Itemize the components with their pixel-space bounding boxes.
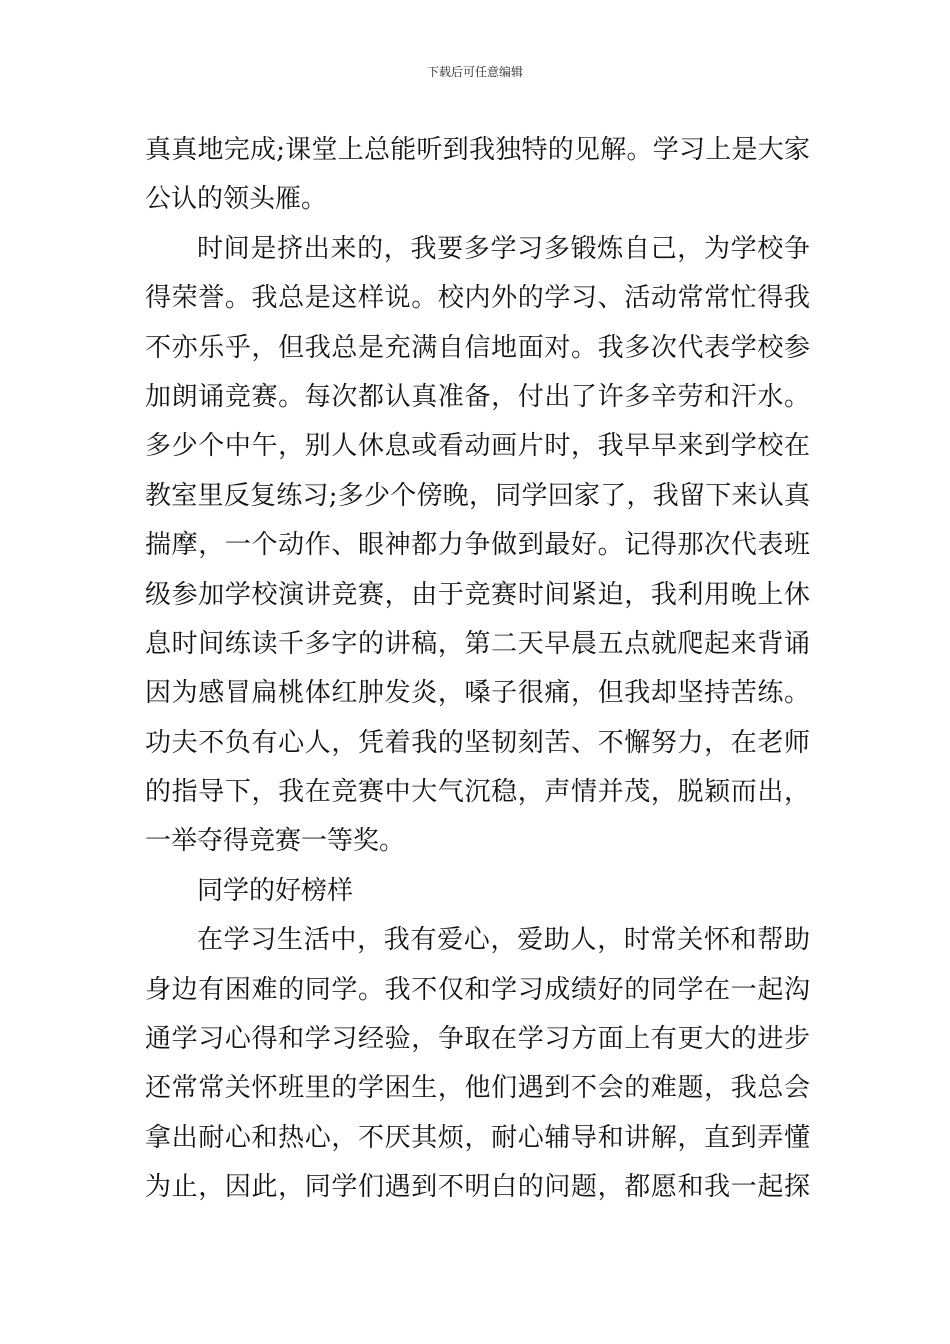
text-line: 时间是挤出来的，我要多学习多锻炼自己，为学校争: [197, 233, 810, 264]
text-line: 公认的领头雁。: [145, 184, 328, 215]
text-line: 息时间练读千多字的讲稿，第二天早晨五点就爬起来背诵: [145, 628, 810, 659]
text-line: 加朗诵竞赛。每次都认真准备，付出了许多辛劳和汗水。: [145, 381, 810, 412]
text-line: 功夫不负有心人，凭着我的坚韧刻苦、不懈努力，在老师: [145, 727, 810, 758]
text-line: 的指导下，我在竞赛中大气沉稳，声情并茂，脱颖而出，: [145, 777, 810, 808]
text-line: 为止，因此，同学们遇到不明白的问题，都愿和我一起探: [145, 1172, 810, 1203]
text-line: 不亦乐乎，但我总是充满自信地面对。我多次代表学校参: [145, 332, 810, 363]
text-line: 教室里反复练习;多少个傍晚，同学回家了，我留下来认真: [145, 480, 810, 511]
text-line: 多少个中午，别人休息或看动画片时，我早早来到学校在: [145, 431, 810, 462]
text-line: 还常常关怀班里的学困生，他们遇到不会的难题，我总会: [145, 1073, 810, 1104]
page-header: 下载后可任意编辑: [426, 65, 523, 79]
text-line: 真真地完成;课堂上总能听到我独特的见解。学习上是大家: [145, 135, 810, 165]
text-line: 身边有困难的同学。我不仅和学习成绩好的同学在一起沟: [145, 974, 810, 1005]
text-line: 一举夺得竞赛一等奖。: [145, 826, 406, 857]
text-line: 在学习生活中，我有爱心，爱助人，时常关怀和帮助: [197, 925, 810, 956]
text-line: 级参加学校演讲竞赛，由于竞赛时间紧迫，我利用晚上休: [145, 579, 810, 610]
text-line: 拿出耐心和热心，不厌其烦，耐心辅导和讲解，直到弄懂: [145, 1122, 810, 1153]
text-line: 通学习心得和学习经验，争取在学习方面上有更大的进步: [145, 1024, 810, 1055]
text-line: 因为感冒扁桃体红肿发炎，嗓子很痛，但我却坚持苦练。: [145, 678, 810, 709]
text-line: 揣摩，一个动作、眼神都力争做到最好。记得那次代表班: [145, 530, 810, 561]
section-heading: 同学的好榜样: [197, 875, 354, 906]
document-body: [145, 126, 810, 1213]
text-line: 得荣誉。我总是这样说。校内外的学习、活动常常忙得我: [145, 283, 810, 314]
